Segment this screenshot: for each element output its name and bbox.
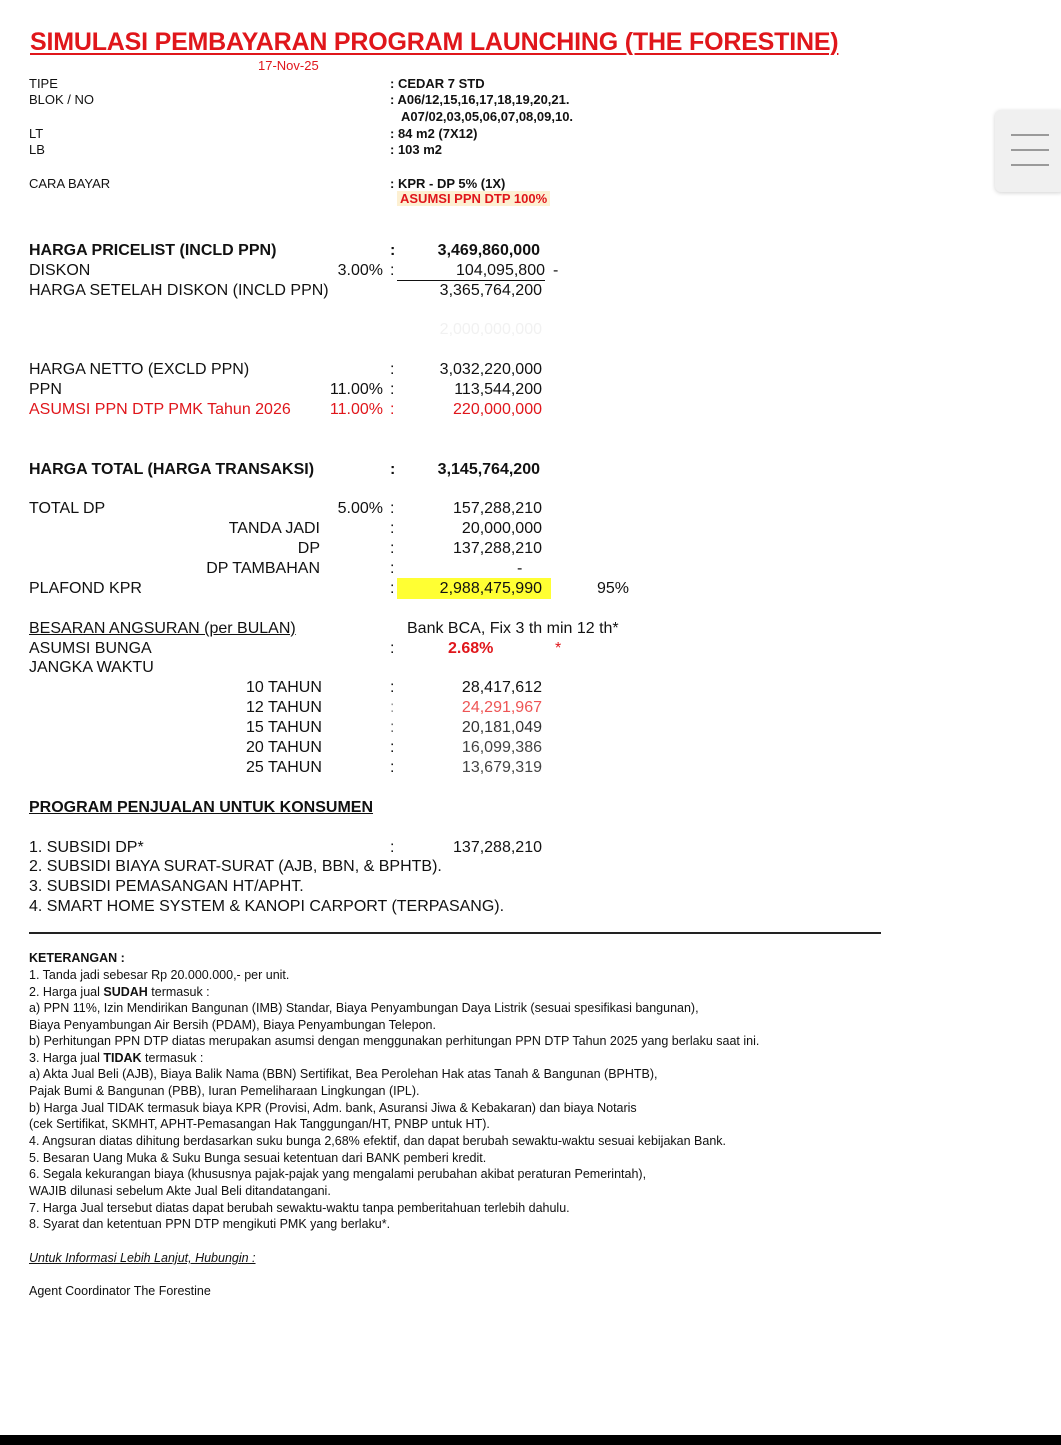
ppn-value: 113,544,200 xyxy=(454,381,542,398)
diskon-minus: - xyxy=(553,262,559,279)
diskon-colon: : xyxy=(390,262,395,279)
cara-bayar-label: CARA BAYAR xyxy=(29,176,111,191)
harga-total-colon: : xyxy=(390,461,396,478)
tipe-label: TIPE xyxy=(29,76,58,91)
keterangan-line: b) Harga Jual TIDAK termasuk biaya KPR (Provisi, Adm. bank, Asuransi Jiwa & Kebakaran) dan biaya Notaris xyxy=(29,1101,637,1115)
program-title: PROGRAM PENJUALAN UNTUK KONSUMEN xyxy=(29,799,374,816)
asumsi-ppn-tag: ASUMSI PPN DTP 100% xyxy=(397,191,550,206)
program-item: 4. SMART HOME SYSTEM & KANOPI CARPORT (TERPASANG). xyxy=(29,898,505,915)
ppn-label: PPN xyxy=(29,381,62,398)
angsuran-title: BESARAN ANGSURAN (per BULAN) xyxy=(29,620,296,637)
diskon-label: DISKON xyxy=(29,262,91,279)
asumsi-bunga-star: * xyxy=(555,640,562,657)
keterangan-line: a) PPN 11%, Izin Mendirikan Bangunan (IMB) Standar, Biaya Penyambungan Daya Listrik (sesuai spesifikasi bangunan), xyxy=(29,1001,699,1015)
keterangan-line: 4. Angsuran diatas dihitung berdasarkan suku bunga 2,68% efektif, dan dapat berubah sewaktu-waktu sesuai kebijakan Bank. xyxy=(29,1134,726,1148)
section-divider xyxy=(29,932,881,934)
tenor-label: 25 TAHUN xyxy=(246,759,322,776)
tenor-value: 28,417,612 xyxy=(461,679,542,696)
keterangan-line: 1. Tanda jadi sebesar Rp 20.000.000,- per unit. xyxy=(29,968,290,982)
total-dp-value: 157,288,210 xyxy=(453,500,542,517)
tenor-colon: : xyxy=(390,719,395,736)
total-dp-colon: : xyxy=(390,500,395,517)
lt-label: LT xyxy=(29,126,44,141)
tanda-jadi-colon: : xyxy=(390,520,395,537)
tanda-jadi-value: 20,000,000 xyxy=(461,520,542,537)
plafond-kpr-value: 2,988,475,990 xyxy=(439,580,542,597)
ppn-dtp-value: 220,000,000 xyxy=(453,401,542,418)
keterangan-line: a) Akta Jual Beli (AJB), Biaya Balik Nama (BBN) Sertifikat, Bea Perolehan Hak atas Tanah & Bangunan (BPHTB), xyxy=(29,1067,658,1081)
keterangan-line: 6. Segala kekurangan biaya (khususnya pajak-pajak yang mengalami perubahan akibat peraturan Pemerintah), xyxy=(29,1167,647,1181)
plafond-kpr-label: PLAFOND KPR xyxy=(29,580,142,597)
hamburger-menu-button[interactable] xyxy=(995,110,1061,192)
pricelist-value: 3,469,860,000 xyxy=(437,242,540,259)
tipe-value: : CEDAR 7 STD xyxy=(390,76,485,91)
total-dp-percent: 5.00% xyxy=(337,500,383,517)
plafond-kpr-percent: 95% xyxy=(597,580,630,597)
tanda-jadi-label: TANDA JADI xyxy=(228,520,320,537)
harga-netto-colon: : xyxy=(390,361,395,378)
hamburger-menu-icon xyxy=(1011,164,1049,166)
tenor-label: 15 TAHUN xyxy=(246,719,322,736)
ppn-dtp-colon: : xyxy=(390,401,395,418)
dp-tambahan-colon: : xyxy=(390,560,395,577)
dp-value: 137,288,210 xyxy=(453,540,542,557)
keterangan-line: (cek Sertifikat, SKMHT, APHT-Pemasangan Hak Tanggungan/HT, PNBP untuk HT). xyxy=(29,1117,490,1131)
tenor-colon: : xyxy=(390,679,395,696)
blok-value-line1: : A06/12,15,16,17,18,19,20,21. xyxy=(390,92,570,107)
harga-netto-value: 3,032,220,000 xyxy=(439,361,542,378)
harga-setelah-diskon-value: 3,365,764,200 xyxy=(439,282,542,299)
ppn-dtp-percent: 11.00% xyxy=(329,401,383,418)
harga-netto-label: HARGA NETTO (EXCLD PPN) xyxy=(29,361,250,378)
total-dp-label: TOTAL DP xyxy=(29,500,106,517)
tenor-colon: : xyxy=(390,759,395,776)
tenor-label: 20 TAHUN xyxy=(246,739,322,756)
dp-tambahan-value: - xyxy=(517,560,523,577)
tenor-value: 13,679,319 xyxy=(461,759,542,776)
harga-total-value: 3,145,764,200 xyxy=(437,461,540,478)
tenor-value: 20,181,049 xyxy=(461,719,542,736)
keterangan-line: 3. Harga jual TIDAK termasuk : xyxy=(29,1051,204,1065)
tenor-label: 12 TAHUN xyxy=(246,699,322,716)
agent-coordinator: Agent Coordinator The Forestine xyxy=(29,1284,211,1298)
bank-info: Bank BCA, Fix 3 th min 12 th* xyxy=(407,620,619,637)
dp-colon: : xyxy=(390,540,395,557)
program-item-value: 137,288,210 xyxy=(453,839,542,856)
keterangan-line: 5. Besaran Uang Muka & Suku Bunga sesuai ketentuan dari BANK pemberi kredit. xyxy=(29,1151,487,1165)
cara-bayar-value: : KPR - DP 5% (1X) xyxy=(390,176,506,191)
tenor-colon: : xyxy=(390,699,395,716)
ppn-colon: : xyxy=(390,381,395,398)
dp-tambahan-label: DP TAMBAHAN xyxy=(206,560,320,577)
page-title: SIMULASI PEMBAYARAN PROGRAM LAUNCHING (THE FORESTINE) xyxy=(30,28,839,56)
dp-label: DP xyxy=(297,540,320,557)
asumsi-bunga-value: 2.68% xyxy=(448,640,494,657)
keterangan-line: Biaya Penyambungan Air Bersih (PDAM), Biaya Penyambungan Telepon. xyxy=(29,1018,436,1032)
ppn-dtp-label: ASUMSI PPN DTP PMK Tahun 2026 xyxy=(29,401,291,418)
keterangan-line: 8. Syarat dan ketentuan PPN DTP mengikuti PMK yang berlaku*. xyxy=(29,1217,391,1231)
keterangan-title: KETERANGAN : xyxy=(29,951,125,965)
tenor-value: 24,291,967 xyxy=(461,699,542,716)
program-item: 2. SUBSIDI BIAYA SURAT-SURAT (AJB, BBN, & BPHTB). xyxy=(29,858,442,875)
hamburger-menu-icon xyxy=(1011,149,1049,151)
tenor-colon: : xyxy=(390,739,395,756)
plafond-kpr-colon: : xyxy=(390,580,395,597)
ppn-percent: 11.00% xyxy=(329,381,383,398)
hamburger-menu-icon xyxy=(1011,134,1049,136)
bottom-bar xyxy=(0,1435,1061,1445)
program-item-colon: : xyxy=(390,839,395,856)
diskon-percent: 3.00% xyxy=(337,262,383,279)
asumsi-bunga-colon: : xyxy=(390,640,395,657)
harga-setelah-diskon-label: HARGA SETELAH DISKON (INCLD PPN) xyxy=(29,282,329,299)
jangka-waktu-label: JANGKA WAKTU xyxy=(29,659,154,676)
keterangan-line: WAJIB dilunasi sebelum Akte Jual Beli ditandatangani. xyxy=(29,1184,331,1198)
hidden-value: 2,000,000,000 xyxy=(439,321,542,338)
program-item: 1. SUBSIDI DP* xyxy=(29,839,144,856)
info-contact-label: Untuk Informasi Lebih Lanjut, Hubungin : xyxy=(29,1251,256,1265)
tenor-label: 10 TAHUN xyxy=(246,679,322,696)
lb-value: : 103 m2 xyxy=(390,142,443,157)
keterangan-line: b) Perhitungan PPN DTP diatas merupakan asumsi dengan menggunakan perhitungan PPN DTP Tahun 2025 yang berlaku saat ini. xyxy=(29,1034,760,1048)
lb-label: LB xyxy=(29,142,45,157)
pricelist-colon: : xyxy=(390,242,396,259)
keterangan-line: 2. Harga jual SUDAH termasuk : xyxy=(29,985,210,999)
program-item: 3. SUBSIDI PEMASANGAN HT/APHT. xyxy=(29,878,304,895)
keterangan-line: Pajak Bumi & Bangunan (PBB), Iuran Pemeliharaan Lingkungan (IPL). xyxy=(29,1084,420,1098)
lt-value: : 84 m2 (7X12) xyxy=(390,126,478,141)
blok-value-line2: A07/02,03,05,06,07,08,09,10. xyxy=(401,109,574,124)
asumsi-bunga-label: ASUMSI BUNGA xyxy=(29,640,152,657)
blok-label: BLOK / NO xyxy=(29,92,95,107)
harga-total-label: HARGA TOTAL (HARGA TRANSAKSI) xyxy=(29,461,315,478)
keterangan-line: 7. Harga Jual tersebut diatas dapat berubah sewaktu-waktu tanpa pemberitahuan terlebih dahulu. xyxy=(29,1201,570,1215)
pricelist-label: HARGA PRICELIST (INCLD PPN) xyxy=(29,242,277,259)
document-date: 17-Nov-25 xyxy=(258,58,319,73)
tenor-value: 16,099,386 xyxy=(461,739,542,756)
diskon-value: 104,095,800 xyxy=(397,262,545,281)
